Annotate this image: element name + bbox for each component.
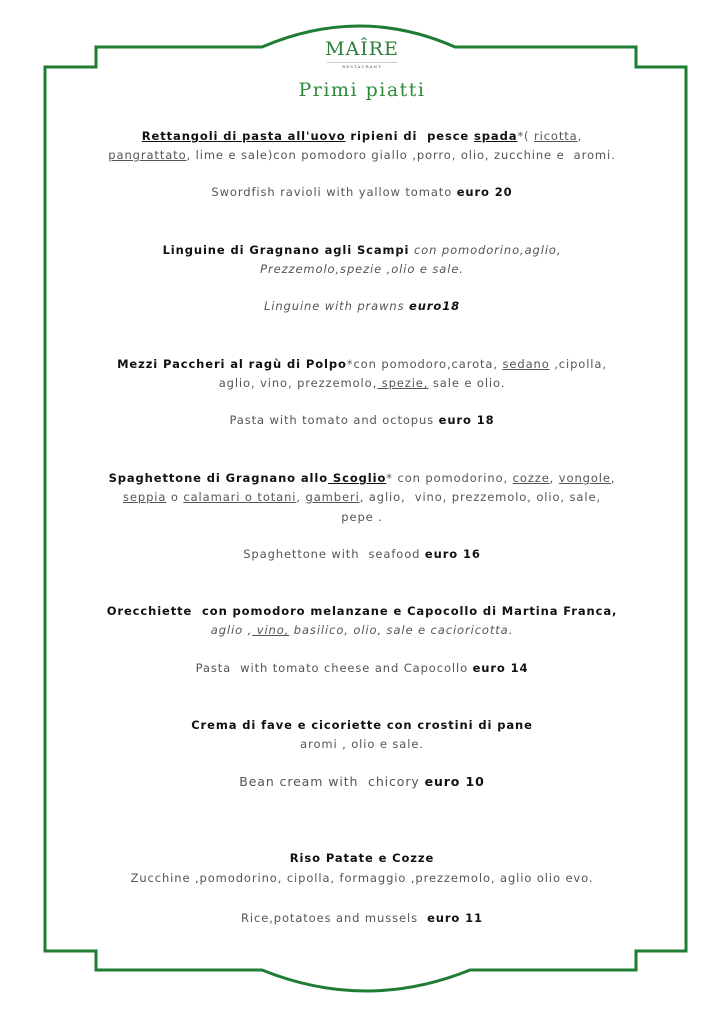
text-segment: ricotta <box>533 129 578 143</box>
text-segment: ripieni di pesce <box>345 129 475 143</box>
dish-price: euro 10 <box>424 774 485 789</box>
dish-price: euro 14 <box>472 661 529 675</box>
text-segment: , lime e sale)con pomodoro giallo ,porro, olio, zucchine e aromi. <box>186 148 616 162</box>
text-segment: Swordfish ravioli with yallow tomato <box>211 185 457 199</box>
text-segment: Riso Patate e Cozze <box>289 851 435 865</box>
text-segment: cozze <box>512 471 550 485</box>
text-segment: Linguine with prawns <box>263 299 410 313</box>
dish-price: euro 18 <box>438 413 495 427</box>
dish-english-description <box>0 660 724 676</box>
dish-price: euro18 <box>409 299 461 313</box>
dish-english-description <box>0 412 724 428</box>
text-segment: basilico, olio, sale e cacioricotta. <box>289 623 514 637</box>
dish-name-line <box>0 603 724 619</box>
text-segment: spada <box>474 129 518 143</box>
text-segment: Mezzi Paccheri al ragù di Polpo <box>117 357 347 371</box>
text-segment: Scoglio <box>328 471 387 485</box>
text-segment: , <box>610 471 616 485</box>
text-segment: sedano <box>502 357 550 371</box>
text-segment: ,cipolla, <box>549 357 607 371</box>
dish-ingredients-line <box>0 375 724 391</box>
text-segment: Spaghettone with seafood <box>243 547 425 561</box>
text-segment: *con pomodoro,carota, <box>346 357 503 371</box>
text-segment: aglio , <box>210 623 253 637</box>
dish-english-description <box>0 298 724 314</box>
dish-ingredients-line <box>0 622 724 638</box>
text-segment: *( <box>517 129 534 143</box>
logo-wordmark: MAÎRE <box>325 38 399 60</box>
logo-subtitle: RESTAURANT <box>327 62 397 69</box>
dish-ingredients-line <box>0 870 724 886</box>
dish-name-line <box>0 242 724 258</box>
text-segment: Spaghettone di Gragnano allo <box>108 471 329 485</box>
text-segment: Zucchine ,pomodorino, cipolla, formaggio ,prezzemolo, aglio olio evo. <box>130 871 594 885</box>
text-segment: Pasta with tomato cheese and Capocollo <box>195 661 473 675</box>
text-segment: , aglio, vino, prezzemolo, olio, sale, <box>359 490 601 504</box>
dish-ingredients-line <box>0 736 724 752</box>
text-segment: aromi , olio e sale. <box>300 737 424 751</box>
text-segment: Crema di fave e cicoriette con crostini di pane <box>191 718 533 732</box>
dish-english-description <box>0 546 724 562</box>
dish-english-description <box>0 184 724 200</box>
text-segment: Pasta with tomato and octopus <box>229 413 439 427</box>
dish-name-line <box>0 128 724 144</box>
text-segment: gamberi <box>305 490 360 504</box>
text-segment: , <box>549 471 559 485</box>
text-segment: pangrattato <box>108 148 187 162</box>
dish-name-line <box>0 470 724 486</box>
text-segment: con pomodorino,aglio, <box>409 243 562 257</box>
text-segment: Bean cream with chicory <box>239 774 425 789</box>
dish-price: euro 20 <box>456 185 513 199</box>
dish-price: euro 16 <box>424 547 481 561</box>
text-segment: aglio, vino, prezzemolo, <box>218 376 378 390</box>
page-title: Primi piatti <box>298 79 426 101</box>
dish-ingredients-line <box>0 489 724 505</box>
text-segment: pepe . <box>341 510 383 524</box>
text-segment: calamari o totani <box>183 490 297 504</box>
text-segment: , <box>296 490 306 504</box>
dish-english-description <box>0 774 724 790</box>
dish-ingredients-line <box>0 509 724 525</box>
text-segment: , <box>577 129 583 143</box>
text-segment: Linguine di Gragnano agli Scampi <box>162 243 410 257</box>
dish-ingredients-line <box>0 147 724 163</box>
text-segment: sale e olio. <box>428 376 506 390</box>
dish-name-line <box>0 717 724 733</box>
text-segment: Orecchiette con pomodoro melanzane e Capocollo di Martina Franca, <box>106 604 618 618</box>
dish-ingredients-line <box>0 261 724 277</box>
text-segment: Rettangoli di pasta all'uovo <box>141 129 346 143</box>
text-segment: * con pomodorino, <box>386 471 513 485</box>
text-segment: Prezzemolo,spezie ,olio e sale. <box>260 262 464 276</box>
text-segment: Rice,potatoes and mussels <box>241 911 428 925</box>
dish-price: euro 11 <box>427 911 483 925</box>
dish-name-line <box>0 356 724 372</box>
dish-english-description <box>0 910 724 926</box>
restaurant-logo <box>0 38 724 69</box>
text-segment: vongole <box>558 471 611 485</box>
dish-name-line <box>0 850 724 866</box>
text-segment: o <box>166 490 184 504</box>
text-segment: vino, <box>252 623 290 637</box>
text-segment: seppia <box>123 490 167 504</box>
text-segment: spezie, <box>377 376 429 390</box>
